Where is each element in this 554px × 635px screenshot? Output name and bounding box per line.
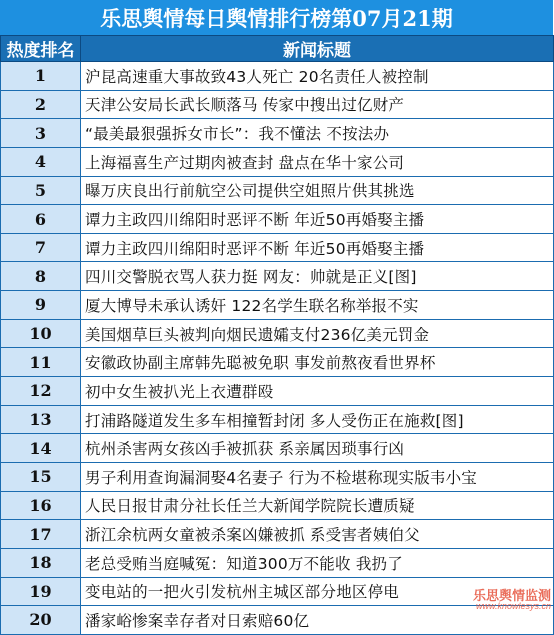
table-row (1, 434, 554, 463)
watermark-logo (469, 589, 551, 611)
table-row (1, 548, 554, 577)
ranking-table (0, 35, 554, 635)
table-row (1, 405, 554, 434)
table-row (1, 291, 554, 320)
rank-number: 10 (1, 319, 81, 348)
table-row (1, 233, 554, 262)
table-row (1, 62, 554, 91)
news-title[interactable]: 潘家峪惨案幸存者对日索赔60亿 (81, 606, 554, 635)
news-title[interactable]: 上海福喜生产过期肉被查封 盘点在华十家公司 (81, 147, 554, 176)
header-rank: 热度排名 (1, 36, 81, 62)
table-row (1, 462, 554, 491)
table-row (1, 491, 554, 520)
table-row (1, 205, 554, 234)
rank-number: 17 (1, 520, 81, 549)
table-body (1, 62, 554, 635)
table-row (1, 119, 554, 148)
news-title[interactable]: 谭力主政四川绵阳时恶评不断 年近50再婚娶主播 (81, 233, 554, 262)
rank-number: 14 (1, 434, 81, 463)
news-title[interactable]: 老总受贿当庭喊冤：知道300万不能收 我扔了 (81, 548, 554, 577)
rank-number: 11 (1, 348, 81, 377)
news-title[interactable]: 杭州杀害两女孩凶手被抓获 系亲属因琐事行凶 (81, 434, 554, 463)
rank-number: 18 (1, 548, 81, 577)
table-row (1, 262, 554, 291)
rank-number: 13 (1, 405, 81, 434)
rank-number: 2 (1, 90, 81, 119)
watermark-cn: 乐思舆情监测 (472, 588, 551, 603)
rank-number: 5 (1, 176, 81, 205)
news-title[interactable]: “最美最狠强拆女市长”：我不懂法 不按法办 (81, 119, 554, 148)
table-row (1, 147, 554, 176)
news-title[interactable]: 四川交警脱衣骂人获力挺 网友：帅就是正义[图] (81, 262, 554, 291)
page-title: 乐思舆情每日舆情排行榜第07月21期 (0, 0, 553, 35)
rank-number: 20 (1, 606, 81, 635)
news-title[interactable]: 变电站的一把火引发杭州主城区部分地区停电 (81, 577, 554, 606)
news-title[interactable]: 曝万庆良出行前航空公司提供空姐照片供其挑选 (81, 176, 554, 205)
rank-number: 15 (1, 462, 81, 491)
table-row (1, 90, 554, 119)
rank-number: 16 (1, 491, 81, 520)
news-title[interactable]: 美国烟草巨头被判向烟民遗孀支付236亿美元罚金 (81, 319, 554, 348)
watermark-url: www.knowlesys.cn (475, 601, 551, 611)
rank-number: 3 (1, 119, 81, 148)
news-title[interactable]: 谭力主政四川绵阳时恶评不断 年近50再婚娶主播 (81, 205, 554, 234)
table-row (1, 377, 554, 406)
table-row (1, 348, 554, 377)
news-title[interactable]: 沪昆高速重大事故致43人死亡 20名责任人被控制 (81, 62, 554, 91)
rank-number: 7 (1, 233, 81, 262)
header-title: 新闻标题 (81, 36, 554, 62)
news-title[interactable]: 打浦路隧道发生多车相撞暂封闭 多人受伤正在施救[图] (81, 405, 554, 434)
table-row (1, 520, 554, 549)
news-title[interactable]: 初中女生被扒光上衣遭群殴 (81, 377, 554, 406)
news-title[interactable]: 厦大博导未承认诱奸 122名学生联名称举报不实 (81, 291, 554, 320)
news-title[interactable]: 安徽政协副主席韩先聪被免职 事发前熬夜看世界杯 (81, 348, 554, 377)
rank-number: 8 (1, 262, 81, 291)
rank-number: 9 (1, 291, 81, 320)
rank-number: 6 (1, 205, 81, 234)
table-header-row (1, 36, 554, 62)
news-title[interactable]: 浙江余杭两女童被杀案凶嫌被抓 系受害者姨伯父 (81, 520, 554, 549)
rank-number: 4 (1, 147, 81, 176)
news-title[interactable]: 天津公安局长武长顺落马 传家中搜出过亿财产 (81, 90, 554, 119)
table-row (1, 319, 554, 348)
rank-number: 1 (1, 62, 81, 91)
rank-number: 12 (1, 377, 81, 406)
table-row (1, 176, 554, 205)
news-title[interactable]: 人民日报甘肃分社长任兰大新闻学院院长遭质疑 (81, 491, 554, 520)
rank-number: 19 (1, 577, 81, 606)
news-title[interactable]: 男子利用查询漏洞娶4名妻子 行为不检堪称现实版韦小宝 (81, 462, 554, 491)
